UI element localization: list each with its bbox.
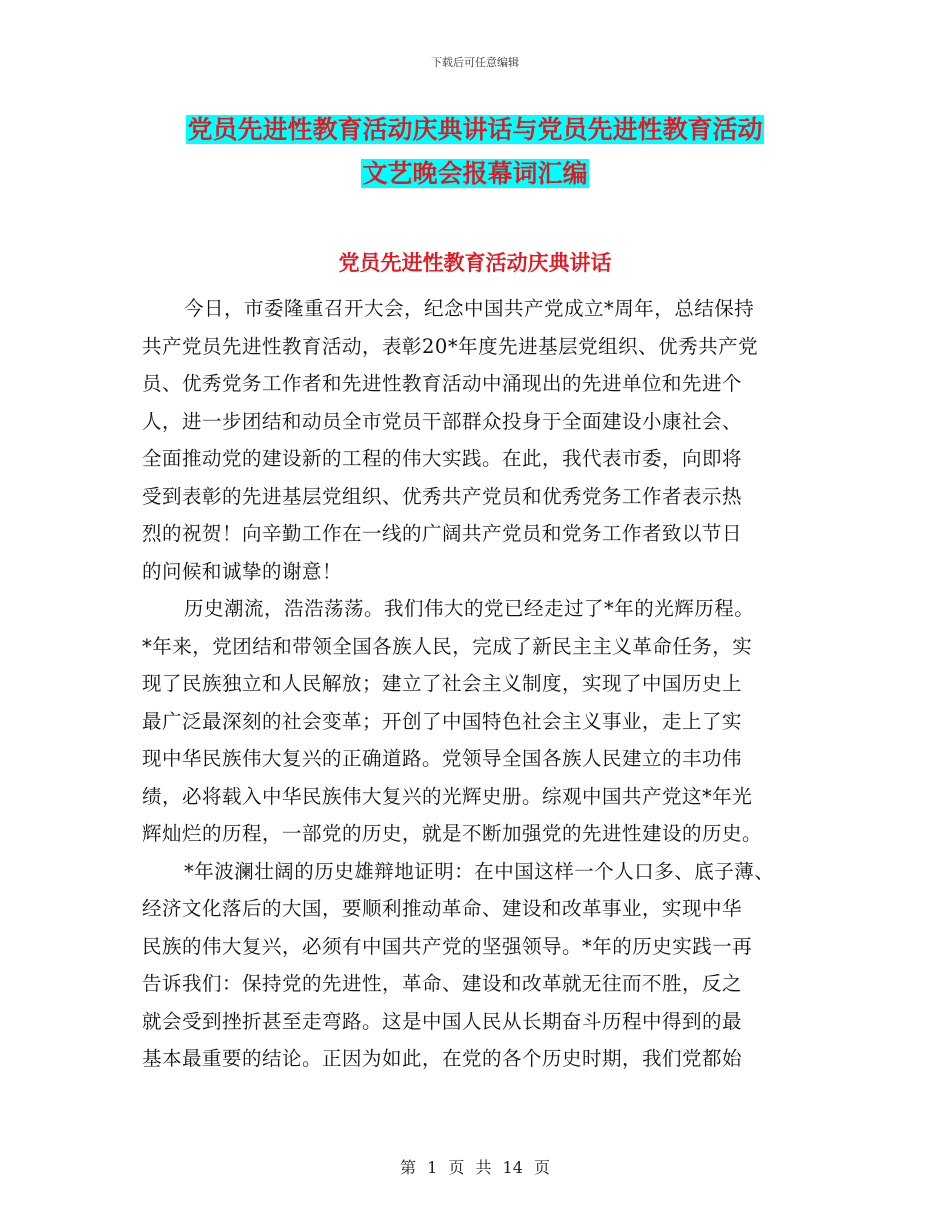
paragraph-line: 绩，必将载入中华民族伟大复兴的光辉史册。综观中国共产党这*年光 xyxy=(142,784,753,808)
paragraph-line: 民族的伟大复兴，必须有中国共产党的坚强领导。*年的历史实践一再 xyxy=(142,934,753,958)
paragraph-line: *年来，党团结和带领全国各族人民，完成了新民主主义革命任务，实 xyxy=(142,634,753,658)
section-title: 党员先进性教育活动庆典讲话 xyxy=(338,251,612,275)
body-text xyxy=(142,290,832,1078)
document-title-line-1: 党员先进性教育活动庆典讲话与党员先进性教育活动 xyxy=(187,115,763,144)
paragraph-line: 历史潮流，浩浩荡荡。我们伟大的党已经走过了*年的光辉历程。 xyxy=(184,597,755,620)
header-note: 下载后可任意编辑 xyxy=(431,56,519,69)
paragraph-line: 受到表彰的先进基层党组织、优秀共产党员和优秀党务工作者表示热 xyxy=(142,484,743,508)
paragraph-line: 烈的祝贺！向辛勤工作在一线的广阔共产党员和党务工作者致以节日 xyxy=(142,522,743,545)
paragraph-line: 就会受到挫折甚至走弯路。这是中国人民从长期奋斗历程中得到的最 xyxy=(142,1009,743,1033)
paragraph-line: *年波澜壮阔的历史雄辩地证明：在中国这样一个人口多、底子薄、 xyxy=(184,859,775,883)
paragraph-line: 辉灿烂的历程，一部党的历史，就是不断加强党的先进性建设的历史。 xyxy=(142,822,763,845)
paragraph-line: 最广泛最深刻的社会变革；开创了中国特色社会主义事业，走上了实 xyxy=(142,709,743,733)
page-footer: 第 1 页 共 14 页 xyxy=(400,1158,550,1177)
paragraph-line: 全面推动党的建设新的工程的伟大实践。在此，我代表市委，向即将 xyxy=(142,447,743,470)
paragraph-line: 共产党员先进性教育活动，表彰20*年度先进基层党组织、优秀共产党 xyxy=(142,334,759,358)
paragraph-line: 告诉我们：保持党的先进性，革命、建设和改革就无往而不胜，反之 xyxy=(142,972,743,995)
paragraph-line: 今日，市委隆重召开大会，纪念中国共产党成立*周年，总结保持 xyxy=(184,297,755,320)
document-title-line-2: 文艺晚会报幕词汇编 xyxy=(362,159,588,188)
paragraph-line: 经济文化落后的大国，要顺利推动革命、建设和改革事业，实现中华 xyxy=(142,897,743,920)
paragraph-line: 现了民族独立和人民解放；建立了社会主义制度，实现了中国历史上 xyxy=(142,672,743,695)
paragraph-line: 人，进一步团结和动员全市党员干部群众投身于全面建设小康社会、 xyxy=(142,409,743,433)
paragraph-line: 现中华民族伟大复兴的正确道路。党领导全国各族人民建立的丰功伟 xyxy=(142,747,743,770)
paragraph-line: 员、优秀党务工作者和先进性教育活动中涌现出的先进单位和先进个 xyxy=(142,372,743,395)
paragraph-line: 的问候和诚挚的谢意！ xyxy=(142,559,343,583)
paragraph-line: 基本最重要的结论。正因为如此，在党的各个历史时期，我们党都始 xyxy=(142,1047,743,1070)
